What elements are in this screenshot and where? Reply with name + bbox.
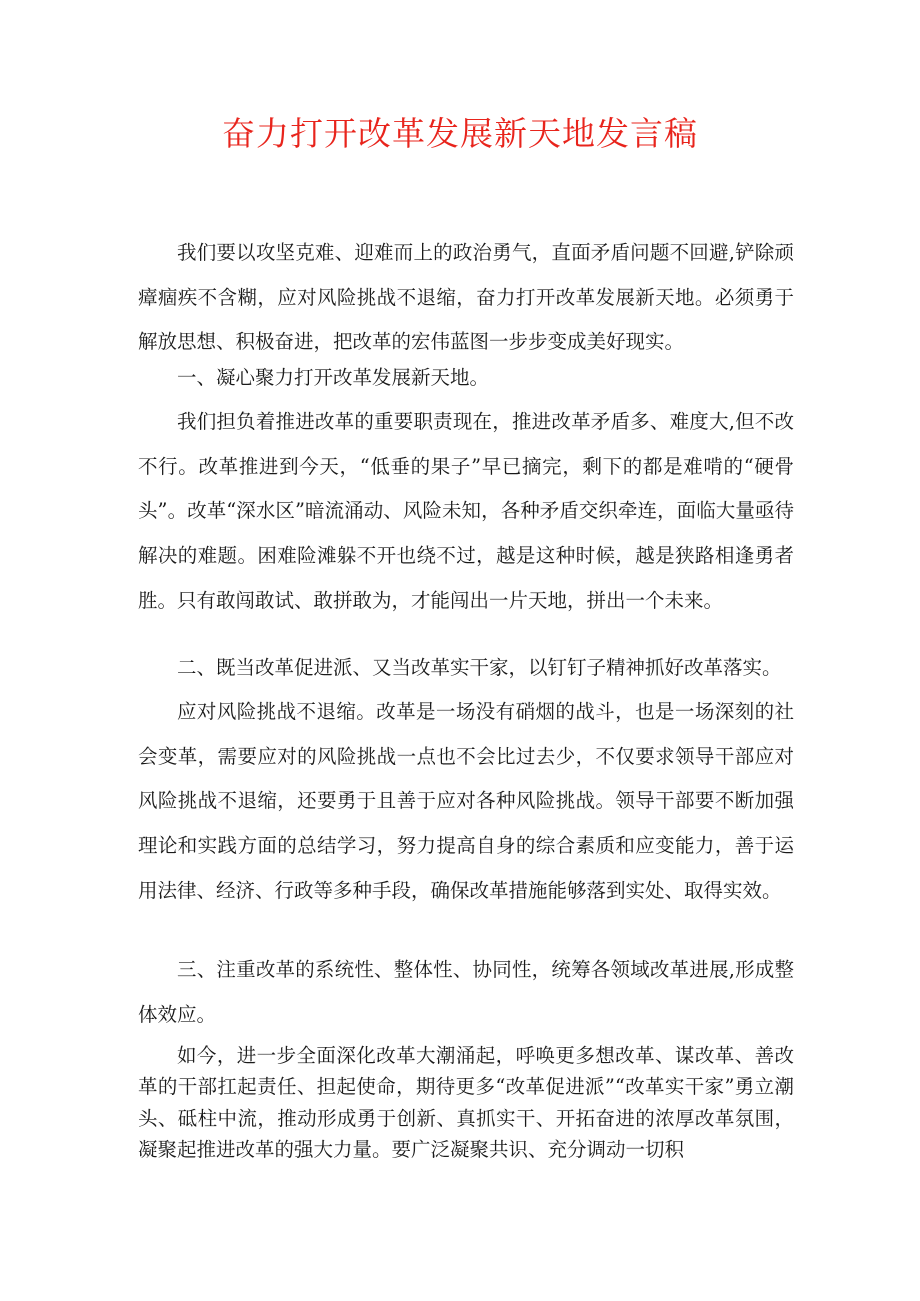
- section-heading-2: 二、既当改革促进派、又当改革实干家，以钉钉子精神抓好改革落实。: [177, 656, 782, 679]
- paragraph-intro: 我们要以攻坚克难、迎难而上的政治勇气，直面矛盾问题不回避,铲除顽瘴痼疾不含糊，应对风险挑战不退缩，奋力打开改革发展新天地。必须勇于解放思想、积极奋进，把改革的宏伟蓝图一步步变成美好现实。: [138, 241, 794, 354]
- section-heading-3: 三、注重改革的系统性、整体性、协同性，统筹各领域改革进展,形成整体效应。: [138, 958, 794, 1026]
- document-title: 奋力打开改革发展新天地发言稿: [222, 114, 698, 153]
- section-heading-1: 一、凝心聚力打开改革发展新天地。: [177, 366, 490, 389]
- paragraph-section-3: 如今，进一步全面深化改革大潮涌起，呼唤更多想改革、谋改革、善改革的干部扛起责任、担起使命，期待更多“改革促进派”“改革实干家”勇立潮头、砥柱中流，推动形成勇于创新、真抓实干、开拓奋进的浓厚改革氛围，凝聚起推进改革的强大力量。要广泛凝聚共识、充分调动一切积: [138, 1044, 794, 1161]
- paragraph-section-2: 应对风险挑战不退缩。改革是一场没有硝烟的战斗，也是一场深刻的社会变革，需要应对的风险挑战一点也不会比过去少，不仅要求领导干部应对风险挑战不退缩，还要勇于且善于应对各种风险挑战。领导干部要不断加强理论和实践方面的总结学习，努力提高自身的综合素质和应变能力，善于运用法律、经济、行政等多种手段，确保改革措施能够落到实处、取得实效。: [138, 700, 794, 902]
- paragraph-section-1: 我们担负着推进改革的重要职责现在，推进改革矛盾多、难度大,但不改不行。改革推进到今天，“低垂的果子”早已摘完，剩下的都是难啃的“硬骨头”。改革“深水区”暗流涌动、风险未知，各种矛盾交织牵连，面临大量亟待解决的难题。困难险滩躲不开也绕不过，越是这种时候，越是狭路相逢勇者胜。只有敢闯敢试、敢拼敢为，才能闯出一片天地，拼出一个未来。: [138, 410, 794, 612]
